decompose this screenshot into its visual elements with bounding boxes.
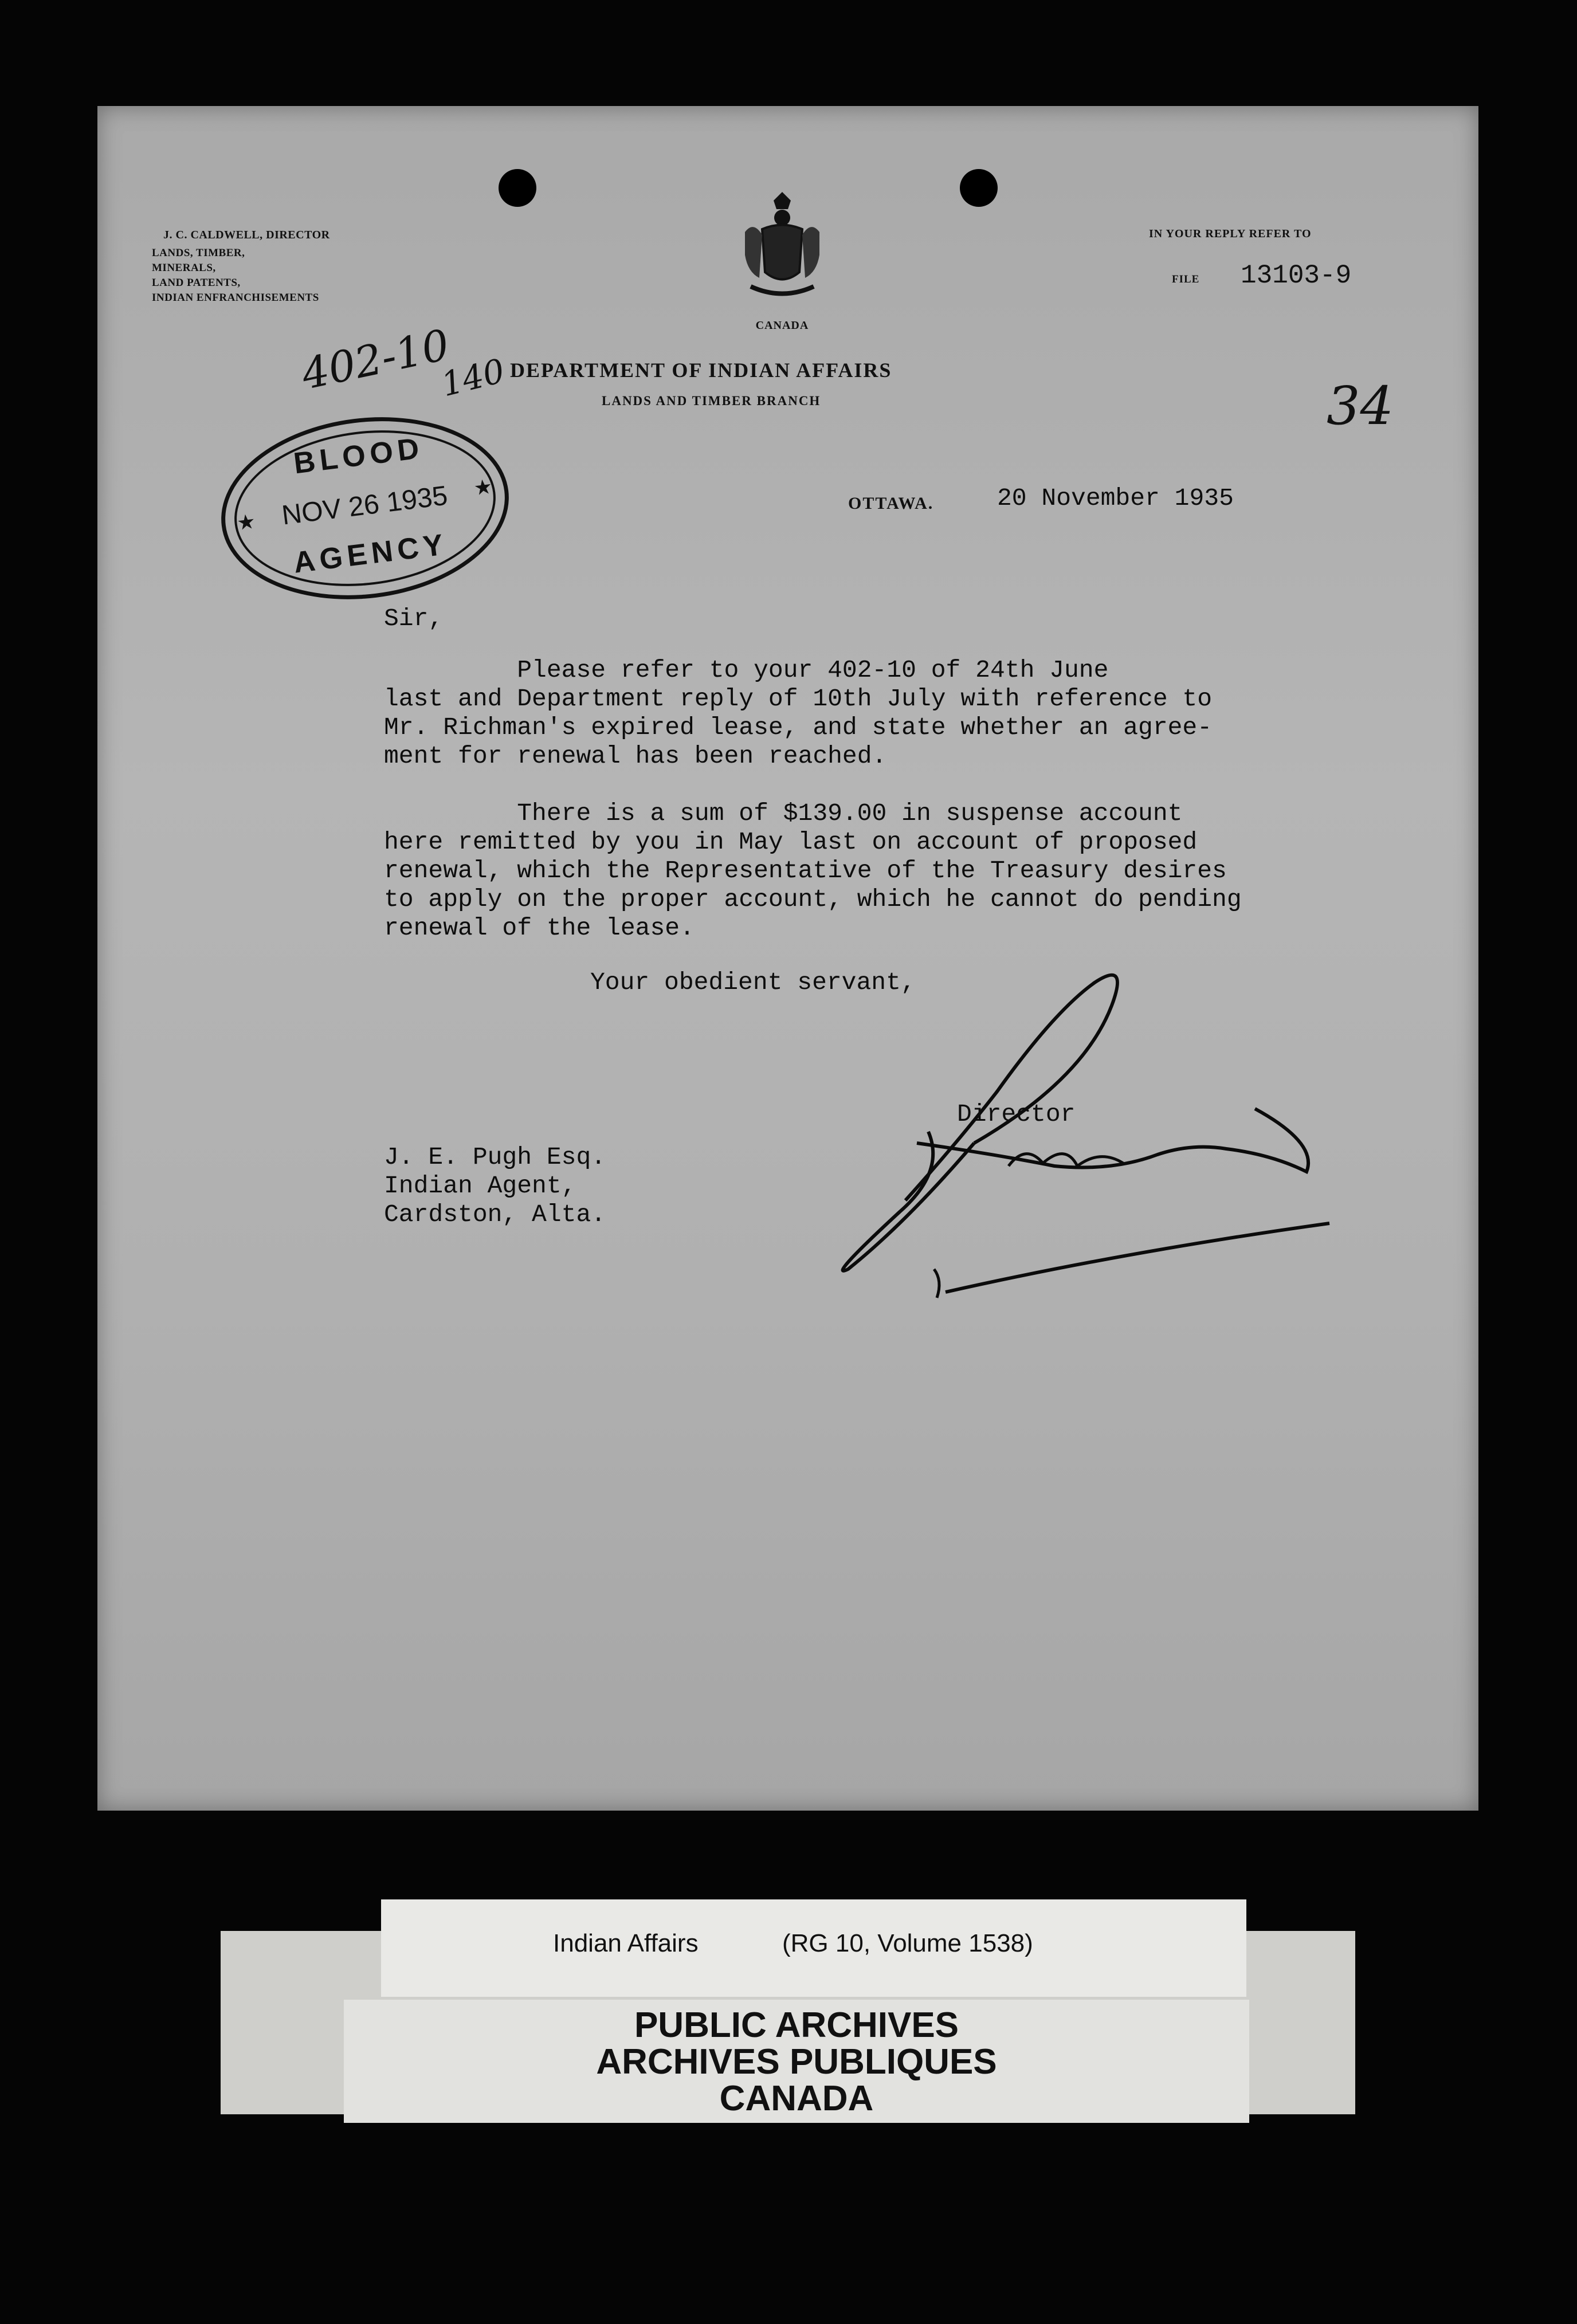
- archive-line: PUBLIC ARCHIVES: [634, 2005, 959, 2045]
- text-line: here remitted by you in May last on account of proposed: [384, 828, 1198, 856]
- paragraph-1: [384, 656, 1212, 771]
- stamp-date: NOV 26 1935: [280, 480, 450, 531]
- text-line: to apply on the proper account, which he cannot do pending: [384, 885, 1242, 913]
- dept-line: MINERALS,: [152, 262, 216, 274]
- handwritten-reference-secondary: 140: [437, 351, 509, 405]
- branch-title: LANDS AND TIMBER BRANCH: [602, 394, 821, 408]
- addressee-line: Cardston, Alta.: [384, 1200, 606, 1228]
- salutation: Sir,: [384, 604, 444, 633]
- stamp-top-text: BLOOD: [292, 431, 426, 481]
- archive-stamp-label: [344, 2000, 1249, 2123]
- collection-name: Indian Affairs: [553, 1929, 699, 1957]
- dept-line: LANDS, TIMBER,: [152, 247, 245, 259]
- text-line: renewal of the lease.: [384, 914, 695, 942]
- text-line: last and Department reply of 10th July with reference to: [384, 685, 1213, 713]
- archive-collection-label: [381, 1899, 1246, 1997]
- text-line: Mr. Richman's expired lease, and state whether an agree-: [384, 713, 1213, 741]
- archive-line: ARCHIVES PUBLIQUES: [596, 2042, 997, 2082]
- signatory-title: Director: [957, 1100, 1076, 1128]
- text-line: renewal, which the Representative of the Treasury desires: [384, 857, 1227, 885]
- dept-line: INDIAN ENFRANCHISEMENTS: [152, 292, 319, 304]
- place-label: OTTAWA.: [848, 494, 934, 513]
- coat-of-arms-icon: [733, 186, 831, 318]
- text-line: There is a sum of $139.00 in suspense account: [384, 799, 1183, 827]
- letter-page: [97, 106, 1478, 1811]
- text-line: ment for renewal has been reached.: [384, 742, 887, 770]
- department-title: DEPARTMENT OF INDIAN AFFAIRS: [510, 359, 892, 382]
- collection-reference: (RG 10, Volume 1538): [782, 1929, 1033, 1957]
- page-number: 34: [1327, 375, 1394, 437]
- punch-hole: [960, 169, 998, 207]
- star-icon: ★: [472, 474, 494, 500]
- stamp-bottom-text: AGENCY: [291, 528, 450, 580]
- archive-line: CANADA: [719, 2079, 874, 2118]
- addressee-line: J. E. Pugh Esq.: [384, 1143, 606, 1171]
- signature-icon: [756, 902, 1404, 1315]
- addressee-block: [384, 1143, 606, 1229]
- letterhead-left: [152, 227, 330, 305]
- letter-date: 20 November 1935: [997, 484, 1234, 512]
- punch-hole: [499, 169, 536, 207]
- director-line: J. C. CALDWELL, DIRECTOR: [163, 229, 330, 241]
- file-number: 13103-9: [1241, 261, 1352, 290]
- dept-line: LAND PATENTS,: [152, 277, 241, 289]
- addressee-line: Indian Agent,: [384, 1172, 576, 1200]
- reply-refer-label: IN YOUR REPLY REFER TO: [1149, 227, 1312, 240]
- star-icon: ★: [235, 509, 257, 535]
- handwritten-reference: 402-10: [297, 320, 454, 400]
- country-label: CANADA: [755, 319, 809, 332]
- closing: Your obedient servant,: [590, 968, 916, 996]
- file-label: FILE: [1172, 273, 1200, 285]
- text-line: Please refer to your 402-10 of 24th June: [384, 656, 1109, 684]
